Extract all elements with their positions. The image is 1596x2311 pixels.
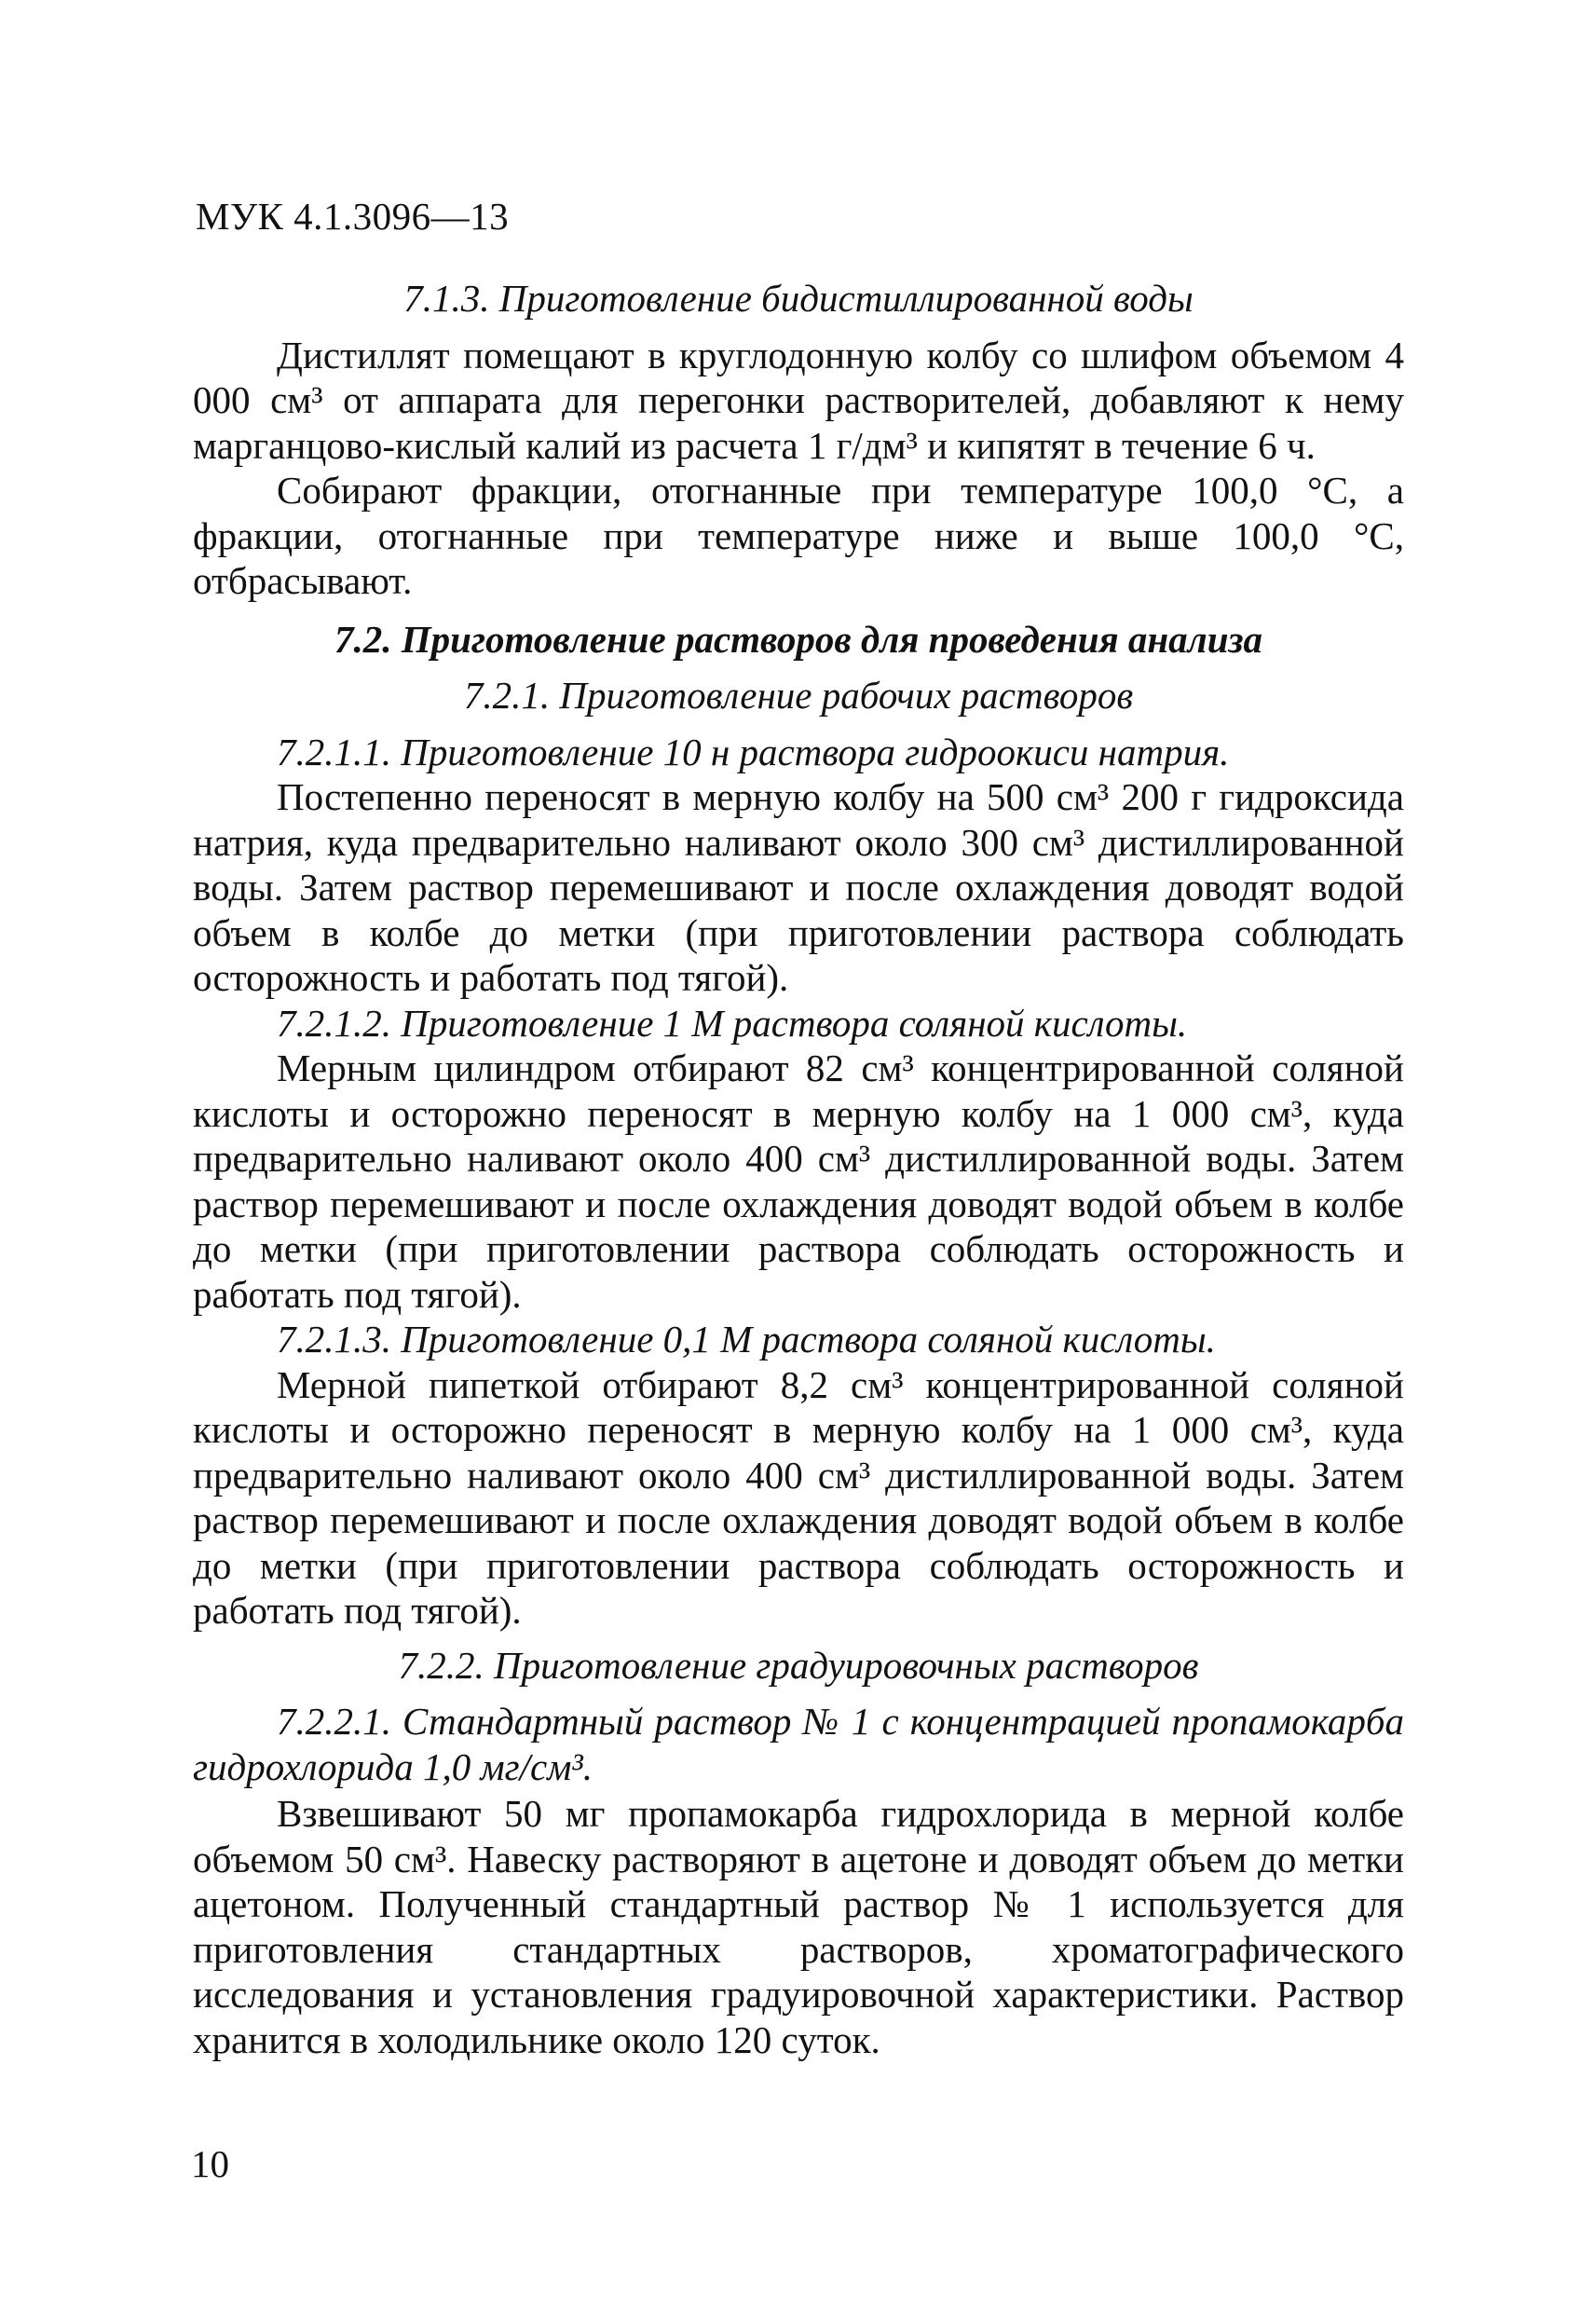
paragraph-7-1-3-2: Собирают фракции, отогнанные при температуре 100,0 °С, а фракции, отогнанные при температуре ниже и выше 100,0 °С, отбрасывают. [193,469,1404,602]
heading-7-2: 7.2. Приготовление растворов для проведения анализа [334,617,1263,661]
heading-7-1-3: 7.1.3. Приготовление бидистиллированной воды [403,277,1194,320]
heading-7-2-1-3: 7.2.1.3. Приготовление 0,1 М раствора соляной кислоты. [277,1318,1216,1361]
paragraph-7-2-1-2: Мерным цилиндром отбирают 82 см³ концентрированной соляной кислоты и осторожно переносят в мерную колбу на 1 000 см³, куда предварительно наливают около 400 см³ дистиллированной воды. Затем раствор перемешивают и после охлаждения доводят водой объем в колбе до метки (при приготовлении раствора соблюдать осторожность и работать под тягой). [193,1046,1404,1316]
heading-7-2-1-2: 7.2.1.2. Приготовление 1 М раствора соляной кислоты. [277,1001,1188,1045]
heading-7-2-1: 7.2.1. Приготовление рабочих растворов [463,674,1134,717]
paragraph-7-2-1-3: Мерной пипеткой отбирают 8,2 см³ концентрированной соляной кислоты и осторожно переносят в мерную колбу на 1 000 см³, куда предварительно наливают около 400 см³ дистиллированной воды. Затем раствор перемешивают и после охлаждения доводят водой объем в колбе до метки (при приготовлении раствора соблюдать осторожность и работать под тягой). [193,1362,1404,1632]
document-code-header: МУК 4.1.3096—13 [196,195,510,238]
heading-7-2-2-1: 7.2.2.1. Стандартный раствор № 1 с концентрацией пропамокарба гидрохлорида 1,0 мг/см³. [193,1700,1404,1788]
heading-7-2-2: 7.2.2. Приготовление градуировочных растворов [398,1643,1199,1687]
heading-7-2-1-1: 7.2.1.1. Приготовление 10 н раствора гидроокиси натрия. [277,730,1230,773]
paragraph-7-1-3-1: Дистиллят помещают в круглодонную колбу со шлифом объемом 4 000 см³ от аппарата для перегонки растворителей, добавляют к нему марганцово-кислый калий из расчета 1 г/дм³ и кипятят в течение 6 ч. [193,333,1404,467]
paragraph-7-2-2-1: Взвешивают 50 мг пропамокарба гидрохлорида в мерной колбе объемом 50 см³. Навеску растворяют в ацетоне и доводят объем до метки ацетоном. Полученный стандартный раствор № 1 используется для приготовления стандартных растворов, хроматографического исследования и установления градуировочной характеристики. Раствор хранится в холодильнике около 120 суток. [193,1792,1404,2061]
paragraph-7-2-1-1: Постепенно переносят в мерную колбу на 500 см³ 200 г гидроксида натрия, куда предварительно наливают около 300 см³ дистиллированной воды. Затем раствор перемешивают и после охлаждения доводят водой объем в колбе до метки (при приготовлении раствора соблюдать осторожность и работать под тягой). [193,775,1404,999]
document-body [193,276,1404,2062]
page-number: 10 [191,2142,229,2185]
